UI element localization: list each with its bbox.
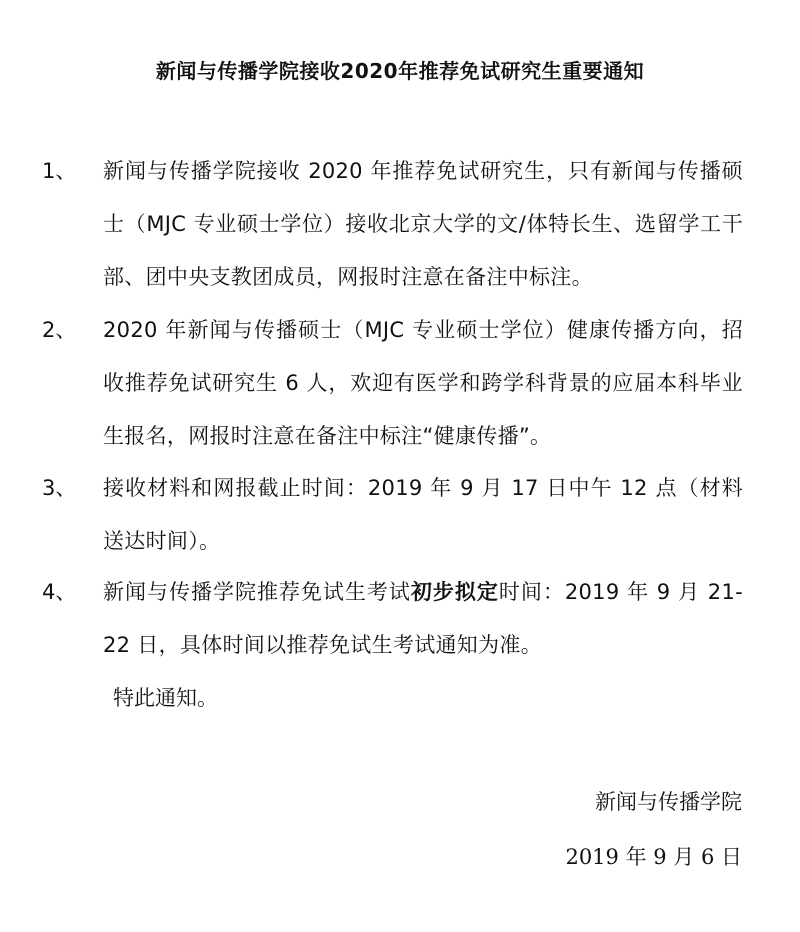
item-text-emphasis: 初步拟定 (410, 580, 499, 604)
notice-title: 新闻与传播学院接收2020年推荐免试研究生重要通知 (155, 59, 645, 83)
item-text (103, 566, 743, 672)
item-text-after: 时间：2019 年 9 月 21-22 日，具体时间以推荐免试生考试通知为准。 (103, 580, 743, 657)
closing-line: 特此通知。 (113, 686, 218, 710)
item-number: 4、 (42, 580, 77, 604)
signature-organization: 新闻与传播学院 (595, 790, 742, 814)
item-text: 新闻与传播学院接收 2020 年推荐免试研究生，只有新闻与传播硕士（MJC 专业硕士学位）接收北京大学的文/体特长生、选留学工干部、团中央支教团成员，网报时注意在备注中标注。 (103, 159, 743, 289)
item-text: 2020 年新闻与传播硕士（MJC 专业硕士学位）健康传播方向，招收推荐免试研究生 6 人，欢迎有医学和跨学科背景的应届本科毕业生报名，网报时注意在备注中标注“健康传播”。 (103, 318, 743, 448)
item-text: 接收材料和网报截止时间：2019 年 9 月 17 日中午 12 点（材料送达时间）。 (103, 476, 743, 553)
item-text-before: 新闻与传播学院推荐免试生考试 (103, 580, 411, 604)
item-number: 1、 (42, 159, 77, 183)
item-number: 3、 (42, 476, 77, 500)
item-number: 2、 (42, 318, 77, 342)
signature-date: 2019 年 9 月 6 日 (565, 845, 742, 869)
